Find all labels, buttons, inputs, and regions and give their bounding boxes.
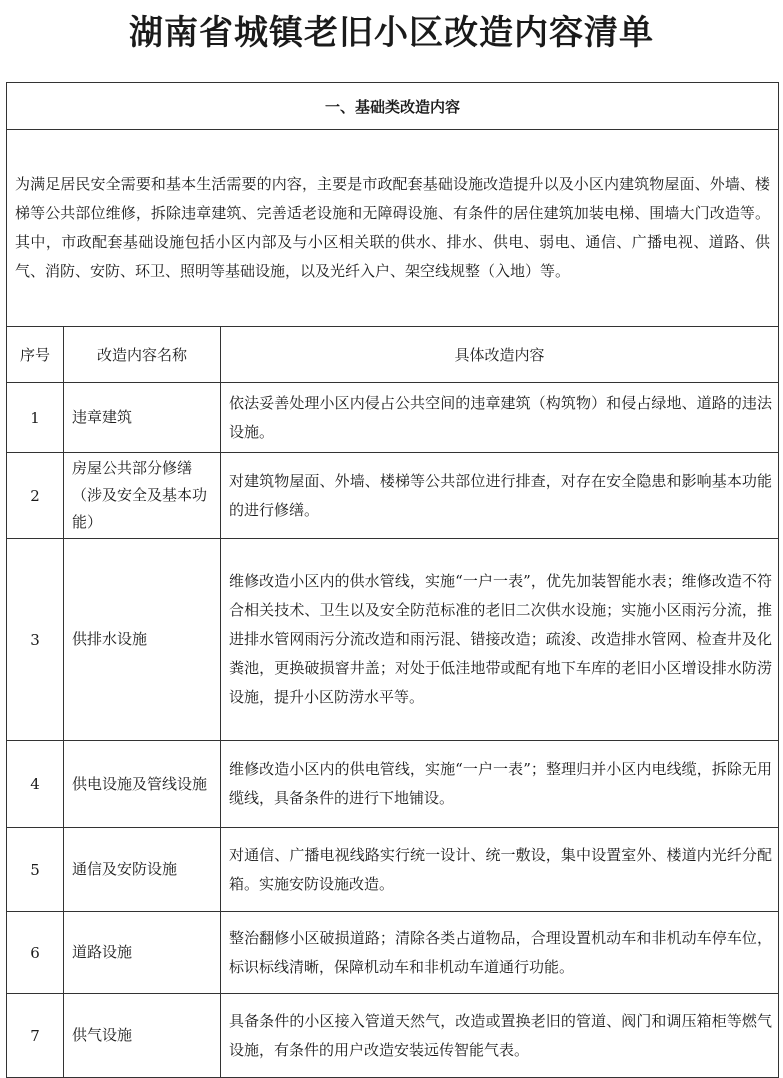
row-name: 违章建筑 [64,383,221,453]
section-intro: 为满足居民安全需要和基本生活需要的内容，主要是市政配套基础设施改造提升以及小区内建筑物屋面、外墙、楼梯等公共部位维修，拆除违章建筑、完善适老设施和无障碍设施、有条件的居住建筑加装电梯、围墙大门改造等。其中，市政配套基础设施包括小区内部及与小区相关联的供水、排水、供电、弱电、通信、广播电视、道路、供气、消防、安防、环卫、照明等基础设施，以及光纤入户、架空线规整（入地）等。 [7,130,779,327]
row-num: 1 [7,383,64,453]
row-name: 通信及安防设施 [64,828,221,912]
row-content: 对通信、广播电视线路实行统一设计、统一敷设，集中设置室外、楼道内光纤分配箱。实施安防设施改造。 [221,828,779,912]
row-name: 供排水设施 [64,539,221,741]
row-content: 维修改造小区内的供水管线，实施“一户一表”，优先加装智能水表；维修改造不符合相关技术、卫生以及安全防范标准的老旧二次供水设施；实施小区雨污分流，推进排水管网雨污分流改造和雨污混、错接改造；疏浚、改造排水管网、检查井及化粪池，更换破损窨井盖；对处于低洼地带或配有地下车库的老旧小区增设排水防涝设施，提升小区防涝水平等。 [221,539,779,741]
column-header-name: 改造内容名称 [64,327,221,383]
renovation-table [6,82,779,1078]
row-num: 3 [7,539,64,741]
row-num: 6 [7,912,64,994]
row-content: 整治翻修小区破损道路；清除各类占道物品，合理设置机动车和非机动车停车位，标识标线清晰，保障机动车和非机动车道通行功能。 [221,912,779,994]
row-num: 4 [7,741,64,828]
row-content: 对建筑物屋面、外墙、楼梯等公共部位进行排查，对存在安全隐患和影响基本功能的进行修缮。 [221,453,779,539]
row-num: 5 [7,828,64,912]
row-content: 依法妥善处理小区内侵占公共空间的违章建筑（构筑物）和侵占绿地、道路的违法设施。 [221,383,779,453]
column-header-row [7,327,779,383]
row-name: 供气设施 [64,994,221,1078]
column-header-content: 具体改造内容 [221,327,779,383]
column-header-num: 序号 [7,327,64,383]
table-row [7,539,779,741]
row-name: 供电设施及管线设施 [64,741,221,828]
section-heading: 一、基础类改造内容 [7,83,779,130]
row-name: 道路设施 [64,912,221,994]
row-content: 维修改造小区内的供电管线，实施“一户一表”；整理归并小区内电线缆，拆除无用缆线，具备条件的进行下地铺设。 [221,741,779,828]
table-row [7,453,779,539]
row-num: 2 [7,453,64,539]
row-content: 具备条件的小区接入管道天然气，改造或置换老旧的管道、阀门和调压箱柜等燃气设施，有条件的用户改造安装远传智能气表。 [221,994,779,1078]
table-row [7,828,779,912]
table-row [7,994,779,1078]
row-num: 7 [7,994,64,1078]
row-name: 房屋公共部分修缮（涉及安全及基本功能） [64,453,221,539]
table-row [7,741,779,828]
table-row [7,912,779,994]
table-row [7,383,779,453]
document-title: 湖南省城镇老旧小区改造内容清单 [129,13,654,53]
